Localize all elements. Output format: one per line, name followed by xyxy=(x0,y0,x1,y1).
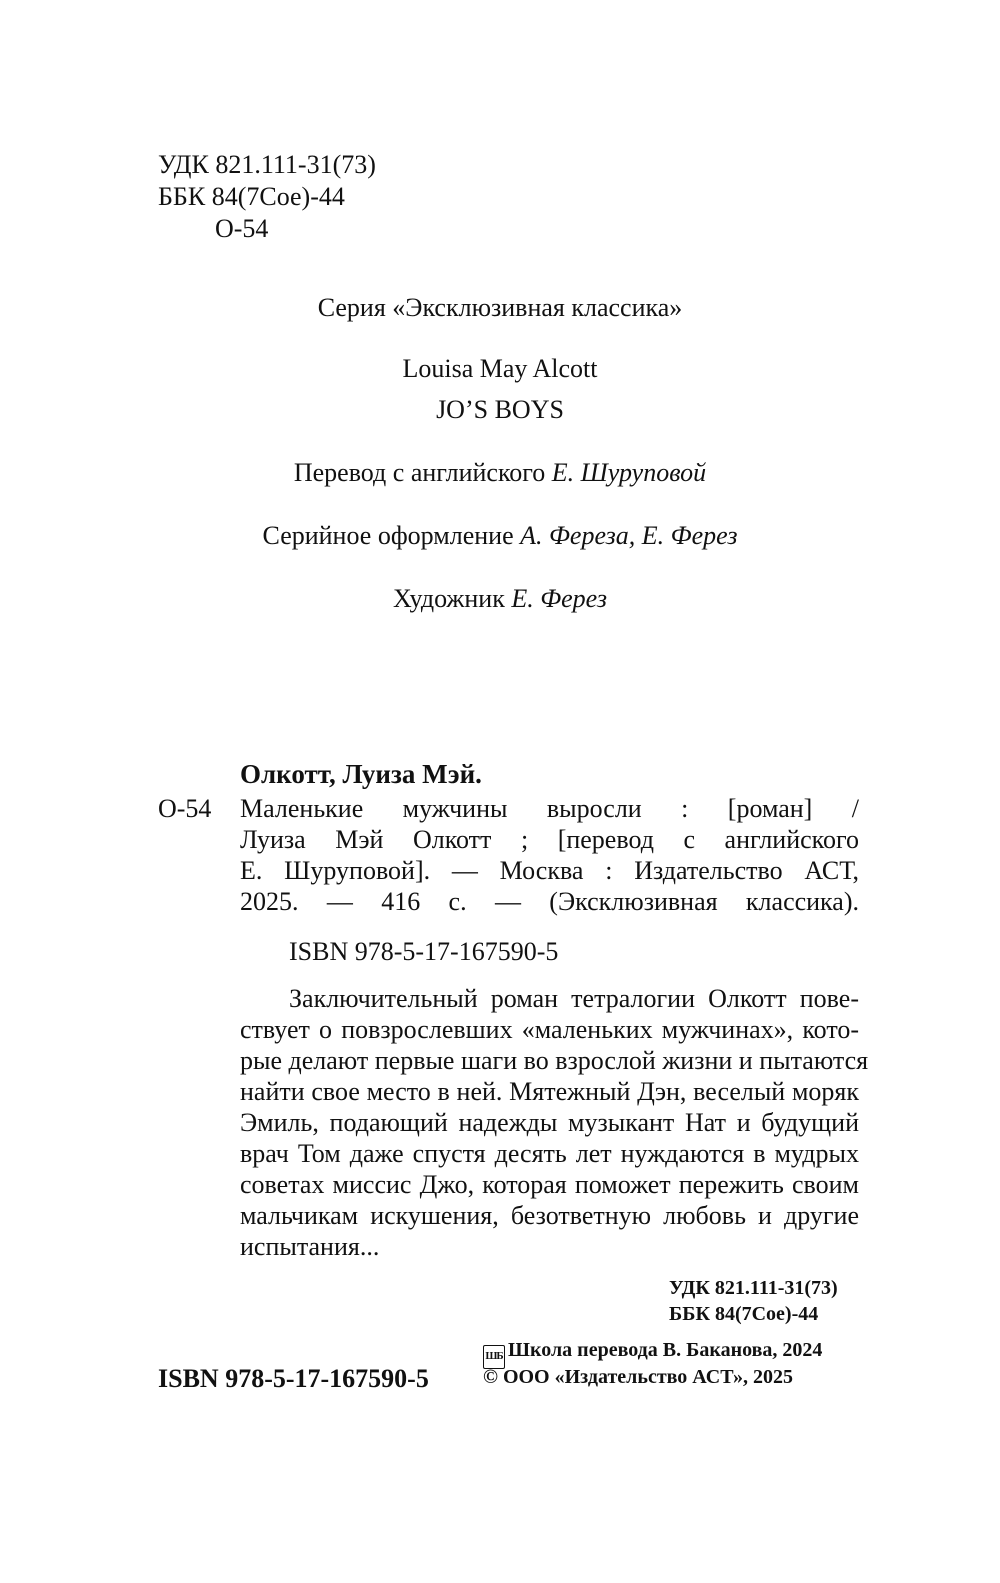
catalog-entry-line: 2025. — 416 с. — (Эксклюзивная классика). xyxy=(240,887,859,916)
footer-isbn: ISBN 978-5-17-167590-5 xyxy=(158,1364,429,1393)
translation-credit xyxy=(0,458,1000,488)
designer-names: А. Фереза, Е. Ферез xyxy=(520,521,738,550)
annotation-line: Эмиль, подающий надежды музыкант Нат и будущий xyxy=(240,1108,859,1137)
annotation-line: рые делают первые шаги во взрослой жизни и пытаются xyxy=(240,1046,869,1075)
catalog-author-mark: О-54 xyxy=(158,794,212,823)
translator-name: Е. Шуруповой xyxy=(551,458,707,487)
artist-name: Е. Ферез xyxy=(511,584,608,613)
design-credit xyxy=(0,521,1000,551)
catalog-isbn: ISBN 978-5-17-167590-5 xyxy=(289,937,559,966)
copyright-school-text: Школа перевода В. Баканова, 2024 xyxy=(508,1339,823,1361)
annotation-line: Заключительный роман тетралогии Олкотт пове- xyxy=(289,984,859,1013)
udk-code: УДК 821.111-31(73) xyxy=(158,150,376,179)
bbk-code: ББК 84(7Сое)-44 xyxy=(158,182,345,211)
series-title: Серия «Эксклюзивная классика» xyxy=(317,293,683,322)
original-title: JO’S BOYS xyxy=(436,395,564,424)
annotation-line: мальчикам искушения, безответную любовь и другие xyxy=(240,1201,859,1230)
annotation-line: найти свое место в ней. Мятежный Дэн, веселый моряк xyxy=(240,1077,859,1106)
footer-bbk-code: ББК 84(7Сое)-44 xyxy=(669,1303,819,1325)
annotation-line: врач Том даже спустя десять лет нуждаются в мудрых xyxy=(240,1139,859,1168)
catalog-author-heading: Олкотт, Луиза Мэй. xyxy=(240,759,482,789)
copyright-ast: © ООО «Издательство АСТ», 2025 xyxy=(483,1366,794,1388)
design-label: Серийное оформление xyxy=(262,521,514,550)
artist-credit xyxy=(0,584,1000,614)
catalog-entry-line: Маленькие мужчины выросли : [роман] / xyxy=(240,794,859,823)
footer-udk-code: УДК 821.111-31(73) xyxy=(669,1277,838,1299)
artist-label: Художник xyxy=(392,584,505,613)
annotation-line: испытания... xyxy=(240,1232,380,1261)
annotation-line: советах миссис Джо, которая поможет пережить своим xyxy=(240,1170,859,1199)
annotation-line: ствует о повзрослевших «маленьких мужчинах», кото- xyxy=(240,1015,859,1044)
catalog-entry-line: Е. Шуруповой]. — Москва : Издательство АСТ, xyxy=(240,856,859,885)
catalog-entry-line: Луиза Мэй Олкотт ; [перевод с английского xyxy=(240,825,859,854)
school-logo-icon: ШБ xyxy=(483,1345,505,1369)
translation-label: Перевод с английского xyxy=(293,458,546,487)
author-mark: О-54 xyxy=(215,214,269,243)
original-author: Louisa May Alcott xyxy=(402,354,598,383)
